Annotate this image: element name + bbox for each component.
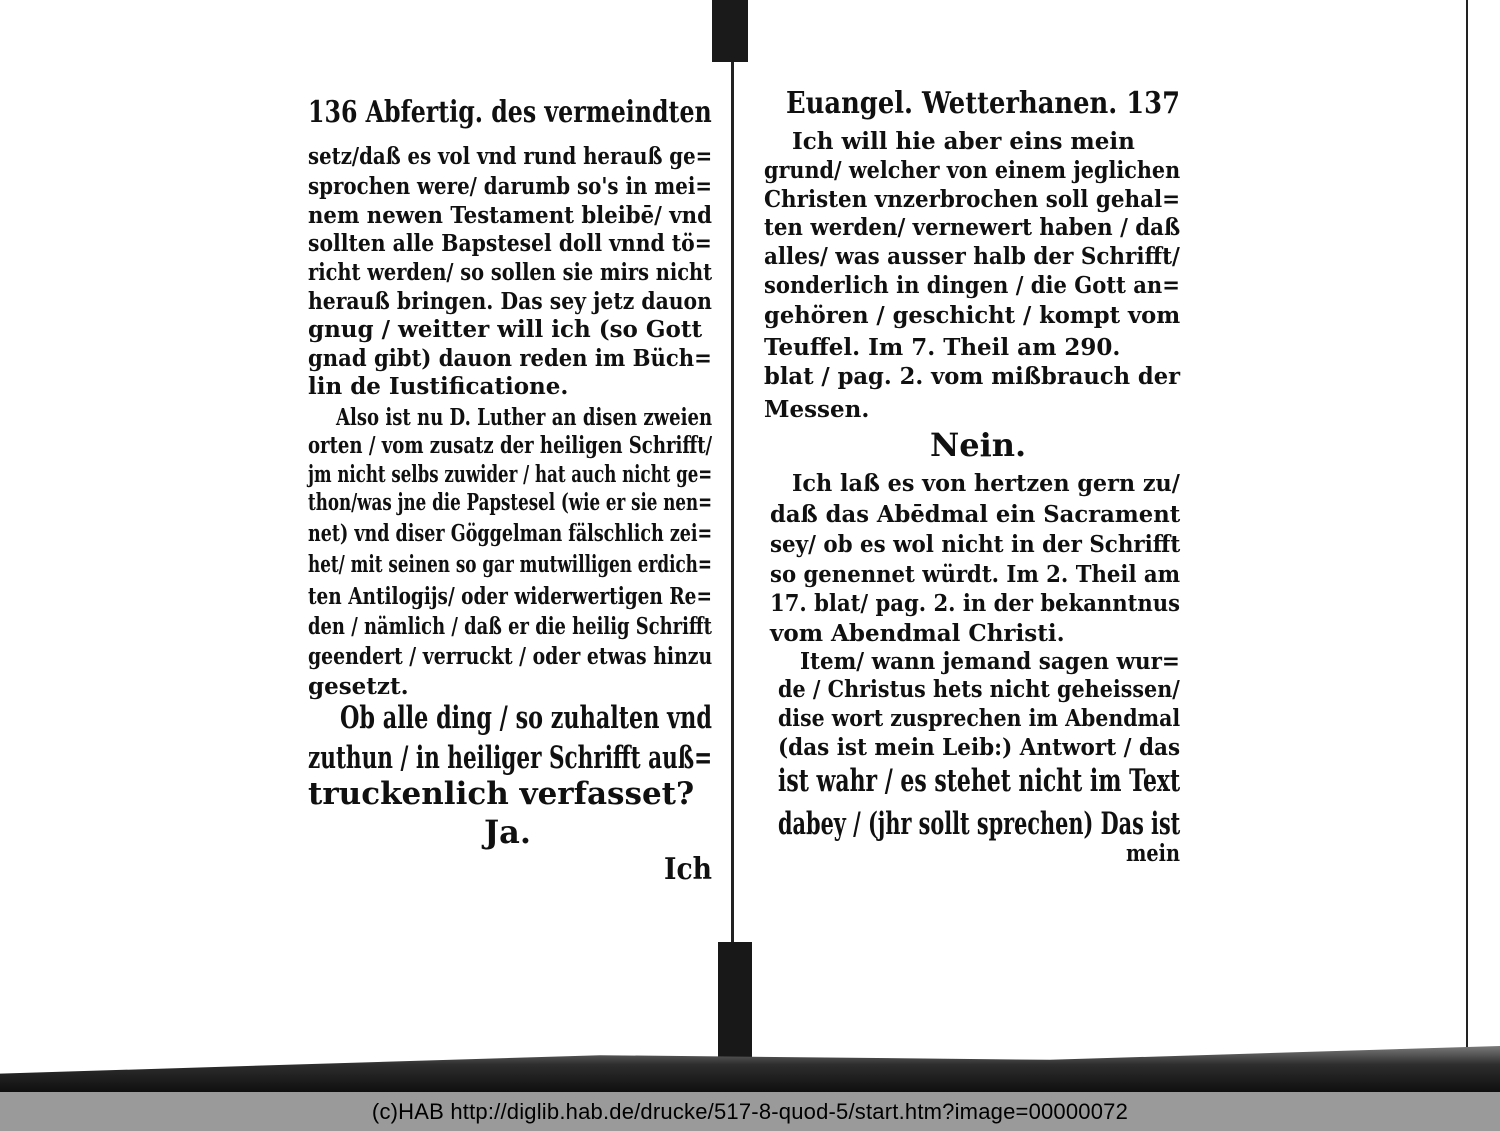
text-line: lin de Iustificatione. xyxy=(308,373,569,400)
text-line: herauß bringen. Das sey jetz dauon xyxy=(308,288,712,315)
text-line: ten werden/ vernewert haben / daß xyxy=(764,214,1181,241)
footer-url: (c)HAB http://diglib.hab.de/drucke/517-8-quod-5/start.htm?image=00000072 xyxy=(371,1098,1129,1124)
right-page-header: Euangel. Wetterhanen. 137 xyxy=(786,86,1181,121)
text-line: Teuffel. Im 7. Theil am 290. xyxy=(764,334,1121,361)
gutter-line xyxy=(731,62,734,942)
text-line: ist wahr / es stehet nicht im Text xyxy=(778,763,1181,799)
text-line: sonderlich in dingen / die Gott an= xyxy=(764,272,1180,299)
page-edge xyxy=(1466,0,1488,1080)
text-line: Ich laß es von hertzen gern zu/ xyxy=(792,470,1180,497)
left-page-header: 136 Abfertig. des vermeindten xyxy=(308,95,712,130)
text-line: den / nämlich / daß er die heilig Schrifft xyxy=(308,613,712,640)
footer-bar xyxy=(0,1092,1500,1131)
text-line: sollten alle Bapstesel doll vnnd tö= xyxy=(308,230,712,257)
text-line: de / Christus hets nicht geheissen/ xyxy=(778,676,1180,703)
text-line: Also ist nu D. Luther an disen zweien xyxy=(336,404,713,431)
text-line: daß das Abēdmal ein Sacrament xyxy=(770,501,1181,528)
text-line: so genennet würdt. Im 2. Theil am xyxy=(770,561,1181,588)
text-line: blat / pag. 2. vom mißbrauch der xyxy=(764,363,1181,390)
text-line: gnad gibt) dauon reden im Büch= xyxy=(308,345,712,372)
text-line: richt werden/ so sollen sie mirs nicht xyxy=(308,259,713,286)
text-line: Christen vnzerbrochen soll gehal= xyxy=(764,186,1181,213)
binding-top xyxy=(712,0,748,62)
text-line: (das ist mein Leib:) Antwort / das xyxy=(778,734,1181,761)
text-line: 17. blat/ pag. 2. in der bekanntnus xyxy=(770,590,1181,617)
text-line: gehören / geschicht / kompt vom xyxy=(764,302,1181,329)
catchword-right: mein xyxy=(1126,840,1180,867)
catchword-left: Ich xyxy=(664,852,713,887)
text-line: orten / vom zusatz der heiligen Schrifft/ xyxy=(308,432,713,459)
text-line: alles/ was ausser halb der Schrifft/ xyxy=(764,243,1180,270)
text-line: thon/was jne die Papstesel (wie er sie nen= xyxy=(308,489,713,516)
scan-margin xyxy=(1488,0,1500,1080)
text-line: vom Abendmal Christi. xyxy=(770,620,1065,647)
text-line: geendert / verruckt / oder etwas hinzu xyxy=(308,643,713,670)
binding-bottom xyxy=(718,942,752,1062)
text-line: sprochen were/ darumb so's in mei= xyxy=(308,173,712,200)
text-line: sey/ ob es wol nicht in der Schrifft xyxy=(770,531,1181,558)
text-line: net) vnd diser Göggelman fälschlich zei= xyxy=(308,520,713,547)
text-line: grund/ welcher von einem jeglichen xyxy=(764,157,1181,184)
text-line: nem newen Testament bleibē/ vnd xyxy=(308,202,712,229)
text-line: het/ mit seinen so gar mutwilligen erdich= xyxy=(308,551,712,578)
question-line: zuthun / in heiliger Schrifft auß= xyxy=(308,740,713,776)
text-line: gnug / weitter will ich (so Gott xyxy=(308,316,703,343)
text-line: Ich will hie aber eins mein xyxy=(792,128,1135,155)
answer-nein: Nein. xyxy=(930,426,1027,464)
text-line: dabey / (jhr sollt sprechen) Das ist xyxy=(778,806,1181,842)
answer-ja: Ja. xyxy=(484,813,532,851)
question-line: truckenlich verfasset? xyxy=(308,776,695,812)
question-line: Ob alle ding / so zuhalten vnd xyxy=(340,700,712,736)
text-line: jm nicht selbs zuwider / hat auch nicht ge= xyxy=(308,461,713,488)
text-line: Item/ wann jemand sagen wur= xyxy=(800,648,1180,675)
text-line: setz/daß es vol vnd rund herauß ge= xyxy=(308,143,713,170)
text-line: gesetzt. xyxy=(308,673,409,700)
text-line: dise wort zusprechen im Abendmal xyxy=(778,705,1181,732)
text-line: Messen. xyxy=(764,396,870,423)
text-line: ten Antilogijs/ oder widerwertigen Re= xyxy=(308,583,712,610)
